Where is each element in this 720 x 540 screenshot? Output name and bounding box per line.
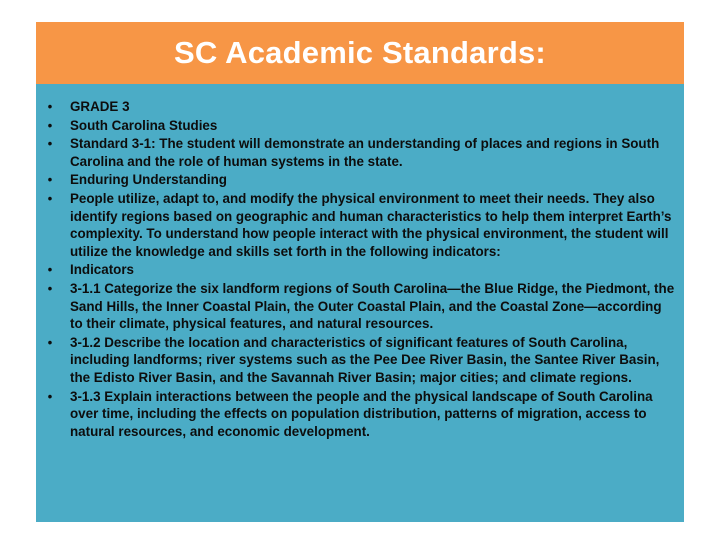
bullet-icon: • [47, 280, 53, 296]
bullet-text: Enduring Understanding [70, 172, 227, 188]
bullet-text: GRADE 3 [70, 99, 130, 114]
slide-title: SC Academic Standards: [174, 35, 546, 70]
bullet-text: 3-1.3 Explain interactions between the people and the physical landscape of South Carolina over time, including the effects on population distribution, patterns of migration, access to natural resources, and economic development. [70, 388, 653, 439]
bullet-item-standard [44, 135, 676, 170]
bullet-list [44, 98, 676, 440]
bullet-icon: • [47, 117, 53, 133]
bullet-text: Indicators [70, 262, 134, 278]
content-box [36, 84, 684, 522]
bullet-item-indicator-1 [44, 280, 676, 333]
bullet-item-indicator-2 [44, 334, 676, 387]
bullet-text: South Carolina Studies [70, 117, 218, 133]
bullet-item-subject [44, 117, 676, 135]
bullet-item-enduring-heading [44, 171, 676, 189]
bullet-text: Standard 3-1: The student will demonstrate an understanding of places and regions in South Carolina and the role of human systems in the state. [70, 136, 660, 169]
bullet-text: 3-1.2 Describe the location and characteristics of significant features of South Carolina, including landforms; river systems such as the Pee Dee River Basin, the Santee River Basin, the Edisto River Basin, and the Savannah River Basin; major cities; and climate regions. [70, 334, 660, 385]
bullet-icon: • [47, 334, 53, 350]
bullet-icon: • [47, 388, 53, 404]
bullet-item-indicator-3 [44, 388, 676, 441]
title-bar [36, 22, 684, 84]
bullet-text: People utilize, adapt to, and modify the physical environment to meet their needs. They also identify regions based on geographic and human characteristics to help them interpret Earth’s complexity. To understand how people interact with the physical environment, the student will utilize the knowledge and skills set forth in the following indicators: [70, 190, 672, 259]
bullet-icon: • [47, 190, 53, 206]
bullet-item-grade [44, 98, 676, 116]
bullet-item-indicators-heading [44, 261, 676, 279]
bullet-text: 3-1.1 Categorize the six landform regions of South Carolina—the Blue Ridge, the Piedmont, the Sand Hills, the Inner Coastal Plain, the Outer Coastal Plain, and the Coastal Zone—according to their climate, physical features, and natural resources. [70, 280, 675, 332]
bullet-icon: • [47, 262, 53, 278]
bullet-icon: • [47, 172, 53, 188]
bullet-icon: • [47, 99, 53, 114]
bullet-item-enduring-text [44, 190, 676, 260]
bullet-icon: • [47, 136, 53, 152]
